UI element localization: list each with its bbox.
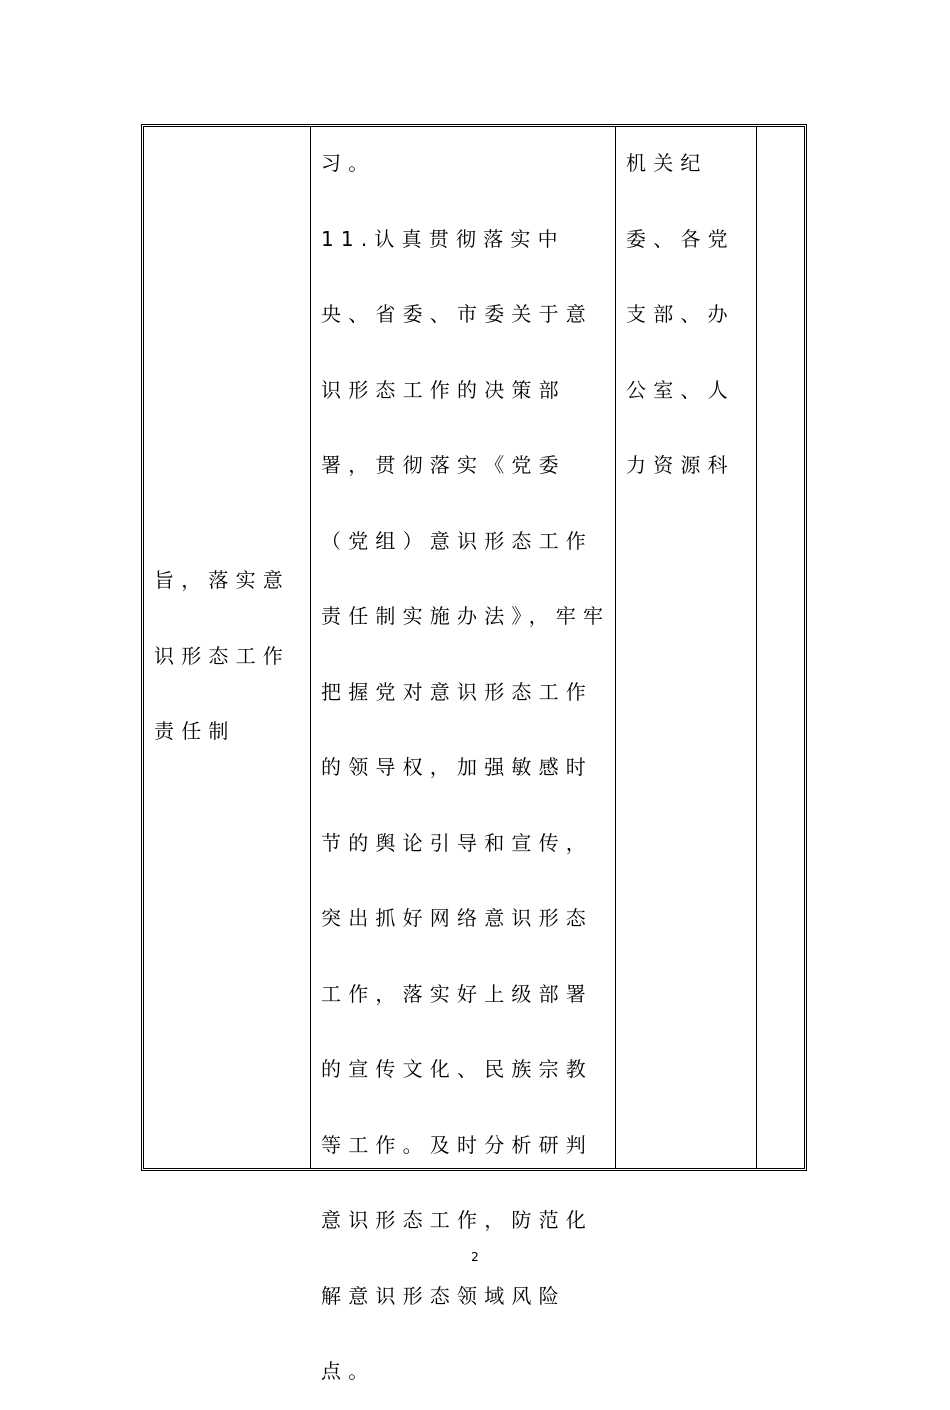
page-number: 2: [471, 1250, 479, 1264]
table-cell-task-content: [311, 127, 616, 1383]
document-table: [141, 124, 807, 1383]
table-cell-empty: [757, 127, 807, 1168]
table-cell-responsible-units: [616, 127, 757, 1168]
cell-text: 机关纪委、各党支部、办公室、人力资源科: [626, 151, 735, 477]
cell-text: 习。 11.认真贯彻落实中央、省委、市委关于意识形态工作的决策部署，贯彻落实《党委（党组）意识形态工作责任制实施办法》，牢牢把握党对意识形态工作的领导权，加强敏感时节的舆论引导和宣传，突出抓好网络意识形态工作，落实好上级部署的宣传文化、民族宗教等工作。及时分析研判意识形态工作，防范化解意识形态领域风险点。: [321, 151, 611, 1383]
table-cell-task-category: [144, 127, 311, 1168]
cell-text: 旨，落实意识形态工作责任制: [154, 568, 290, 743]
